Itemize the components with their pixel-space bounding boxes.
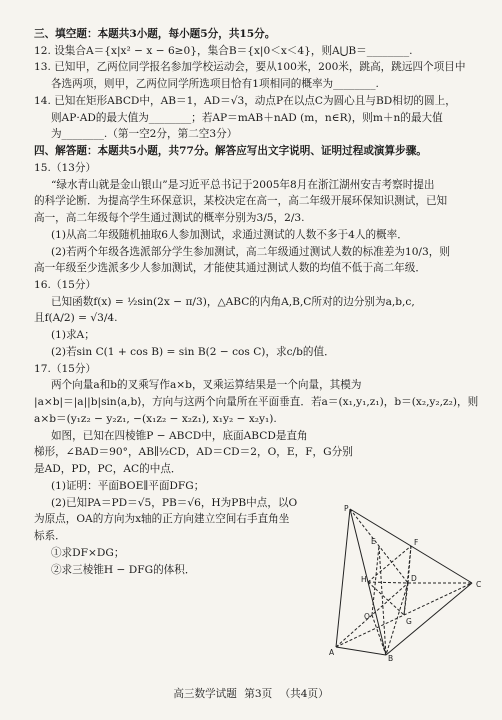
question-17-sub-2-item-1: ①求DF×DG； — [50, 546, 125, 559]
question-17-sub-2-b: 为原点，OA的方向为x轴的正方向建立空间右手直角坐 — [34, 513, 290, 526]
question-17-para-3: a×b＝(y₁z₂ − y₂z₁, −(x₁z₂ − x₂z₁), x₁y₂ − x₂y₁). — [34, 412, 277, 425]
question-16-sub-2: (2)若sin C(1 + cos B) = sin B(2 − cos C)，求c/b的值． — [50, 345, 335, 358]
question-13-line-2: 各选两项，则甲，乙两位同学所选项目恰有1项相同的概率为________. — [50, 78, 379, 91]
question-16-para-2: 且f(A/2) = √3/4. — [34, 312, 118, 325]
label-e: E — [371, 537, 376, 546]
footer-page: 第3页 — [244, 688, 273, 700]
label-o: O — [364, 612, 370, 621]
label-g: G — [406, 617, 412, 626]
page-footer — [0, 686, 502, 703]
edge-ab — [336, 647, 386, 655]
question-17-number: 17.（15分） — [34, 362, 97, 375]
label-f: F — [414, 538, 419, 547]
label-d: D — [411, 574, 417, 583]
question-17-para-5: 梯形，∠BAD＝90°，AB∥½CD，AD＝CD＝2，O，E，F，G分别 — [34, 446, 353, 459]
edge-hd — [368, 582, 408, 583]
edge-dg — [404, 583, 408, 615]
question-15-para-1: “绿水青山就是金山银山”是习近平总书记于2005年8月在浙江湖州安吉考察时提出 — [50, 178, 435, 191]
question-16-sub-1: (1)求A； — [50, 329, 95, 342]
pyramid-diagram — [322, 503, 494, 661]
question-16-para-1: 已知函数f(x) = ½sin(2x − π/3)，△ABC的内角A,B,C所对的边分别为a,b,c, — [50, 295, 415, 308]
question-17-para-4: 如图，已知在四棱锥P − ABCD中，底面ABCD是直角 — [50, 429, 308, 442]
edge-db — [386, 583, 408, 655]
edge-oe — [372, 546, 379, 615]
question-17-sub-2-item-2: ②求三棱锥H − DFG的体积． — [50, 563, 196, 576]
edge-eb — [379, 546, 386, 655]
section-3-heading: 三、填空题：本题共3小题，每小题5分，共15分。 — [34, 28, 276, 40]
question-17-para-2: |a×b|＝|a||b|sin⟨a,b⟩，方向与这两个向量所在平面垂直．若a＝(x₁,y₁,z₁)，b＝(x₂,y₂,z₂)，则 — [34, 396, 479, 409]
question-16-number: 16.（15分） — [34, 279, 97, 292]
edge-bc — [386, 583, 472, 655]
question-13-line-1: 13. 已知甲，乙两位同学报名参加学校运动会，要从100米，200米，跳高，跳远四个项目中 — [34, 61, 466, 74]
question-15-para-3: 高一，高二年级每个学生通过测试的概率分别为3/5，2/3. — [34, 212, 305, 225]
question-15-sub-1: (1)从高二年级随机抽取6人参加测试，求通过测试的人数不多于4人的概率． — [50, 228, 408, 241]
question-15-number: 15.（13分） — [34, 161, 97, 174]
question-17-sub-1: (1)证明：平面BOE∥平面DFG； — [50, 479, 205, 492]
question-17-para-1: 两个向量a和b的叉乘写作a×b，叉乘运算结果是一个向量，其模为 — [50, 379, 362, 392]
question-14-line-2: 则AP·AD的最大值为________；若AP＝mAB＋nAD (m，n∈R)，则m＋n的最大值 — [50, 111, 443, 124]
question-15-para-2: 的科学论断．为提高学生环保意识，某校决定在高一，高二年级开展环保知识测试，已知 — [34, 195, 448, 208]
question-17-para-6: 是AD，PD，PC，AC的中点． — [34, 463, 182, 476]
label-h: H — [361, 575, 367, 584]
footer-total: （共4页） — [279, 688, 329, 700]
edge-pa — [336, 509, 350, 647]
label-c: C — [476, 580, 482, 589]
question-17-sub-2-a: (2)已知PA＝PD＝√5，PB＝√6，H为PB中点，以O — [50, 496, 298, 509]
question-14-line-3: 为________.（第一空2分，第二空3分） — [50, 128, 238, 141]
question-15-sub-2-b: 高一年级至少选派多少人参加测试，才能使其通过测试人数的均值不低于高二年级． — [34, 262, 426, 275]
label-b: B — [388, 654, 394, 661]
edge-hf — [368, 546, 411, 582]
question-14-line-1: 14. 已知在矩形ABCD中，AB＝1，AD＝√3，动点P在以点C为圆心且与BD相切的圆上， — [34, 94, 456, 107]
question-12: 12. 设集合A＝{x|x² − x − 6≥0}，集合B＝{x|0＜x＜4}，则A⋃B＝________. — [34, 44, 413, 57]
label-a: A — [329, 648, 335, 657]
pyramid-figure — [322, 503, 494, 661]
section-4-heading: 四、解答题：本题共5小题，共77分。解答应写出文字说明、证明过程或演算步骤。 — [34, 145, 427, 158]
footer-title: 高三数学试题 — [173, 688, 237, 700]
question-15-sub-2-a: (2)若两个年级各选派部分学生参加测试，高二年级通过测试人数的标准差为10/3，则 — [50, 245, 450, 258]
label-p: P — [344, 504, 349, 513]
question-17-sub-2-c: 标系． — [34, 530, 66, 543]
